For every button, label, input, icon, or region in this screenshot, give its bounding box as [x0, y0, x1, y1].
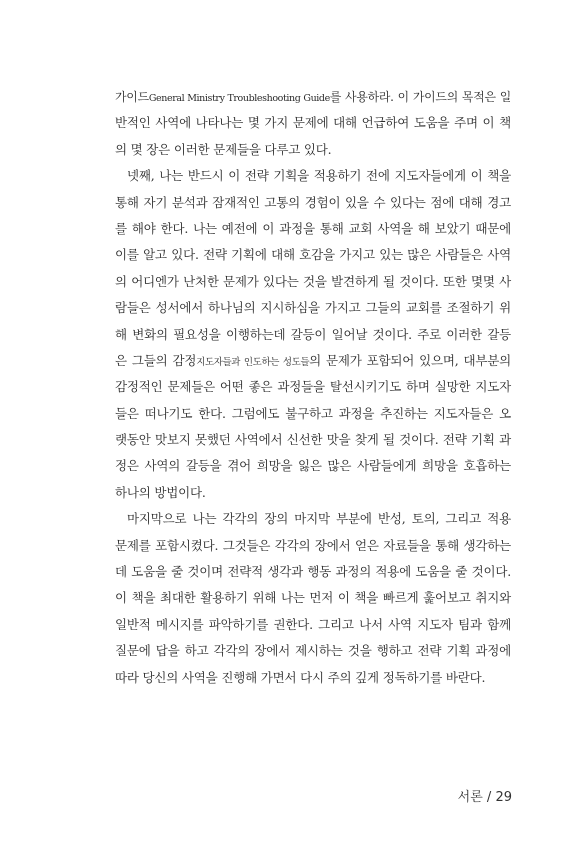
text-line: 질문에 답을 하고 각각의 장에서 제시하는 것을 행하고 전략 기획 과정에 — [115, 643, 511, 659]
inline-annotation: General Ministry Troubleshooting Guide — [148, 93, 330, 104]
text-line: 해 변화의 필요성을 이행하는데 갈등이 일어날 것이다. 주로 이러한 갈등 — [115, 326, 511, 342]
text-line: 하나의 방법이다. — [115, 484, 206, 500]
text-line: 마지막으로 나는 각각의 장의 마지막 부분에 반성, 토의, 그리고 적용 — [127, 511, 511, 527]
text-line: 들은 떠나기도 한다. 그럼에도 불구하고 과정을 추진하는 지도자들은 오 — [115, 405, 511, 421]
text-line — [115, 348, 511, 374]
text-line: 를 해야 한다. 나는 예전에 이 과정을 통해 교회 사역을 해 보았기 때문에 — [115, 220, 511, 236]
text-line: 의 어디엔가 난처한 문제가 있다는 것을 발견하게 될 것이다. 또한 몇몇 사 — [115, 273, 511, 289]
text-line: 의 몇 장은 이러한 문제들을 다루고 있다. — [115, 141, 332, 157]
text-line — [115, 84, 511, 110]
text-segment: 의 문제가 포함되어 있으며, 대부분의 — [309, 352, 511, 368]
page-footer — [458, 786, 512, 805]
text-line: 넷째, 나는 반드시 이 전략 기획을 적용하기 전에 지도자들에게 이 책을 — [127, 168, 511, 184]
text-line: 람들은 성서에서 하나님의 지시하심을 가지고 그들의 교회를 조절하기 위 — [115, 300, 511, 316]
inline-annotation: 지도자들과 인도하는 성도들 — [196, 356, 310, 368]
text-line: 반적인 사역에 나타나는 몇 가지 문제에 대해 언급하여 도움을 주며 이 책 — [115, 115, 511, 131]
text-line: 이 책을 최대한 활용하기 위해 나는 먼저 이 책을 빠르게 훑어보고 취지와 — [115, 590, 511, 606]
text-line: 문제를 포함시켰다. 그것들은 각각의 장에서 얻은 자료들을 통해 생각하는 — [115, 537, 511, 553]
body-text — [115, 84, 511, 691]
text-line: 이를 알고 있다. 전략 기획에 대해 호감을 가지고 있는 많은 사람들은 사역 — [115, 247, 511, 263]
text-line: 따라 당신의 사역을 진행해 가면서 다시 주의 깊게 정독하기를 바란다. — [115, 669, 486, 685]
footer-separator: / — [486, 790, 492, 805]
section-title: 서론 — [457, 790, 483, 805]
text-segment: 가이드 — [115, 90, 149, 104]
text-segment: 은 그들의 감정 — [115, 352, 197, 368]
text-line: 정은 사역의 갈등을 겪어 희망을 잃은 많은 사람들에게 희망을 호흡하는 — [115, 458, 511, 474]
text-line: 랫동안 맛보지 못했던 사역에서 신선한 맛을 찾게 될 것이다. 전략 기획 과 — [115, 432, 511, 448]
text-line: 감정적인 문제들은 어떤 좋은 과정들을 탈선시키기도 하며 실망한 지도자 — [115, 379, 511, 395]
text-line: 데 도움을 줄 것이며 전략적 생각과 행동 과정의 적용에 도움을 줄 것이다. — [115, 564, 511, 580]
page-number: 29 — [495, 790, 512, 805]
text-segment: 를 사용하라. 이 가이드의 목적은 일 — [329, 90, 511, 104]
text-line: 일반적 메시지를 파악하기를 권한다. 그리고 나서 사역 지도자 팀과 함께 — [115, 616, 511, 632]
text-line: 통해 자기 분석과 잠재적인 고통의 경험이 있을 수 있다는 점에 대해 경고 — [115, 194, 511, 210]
